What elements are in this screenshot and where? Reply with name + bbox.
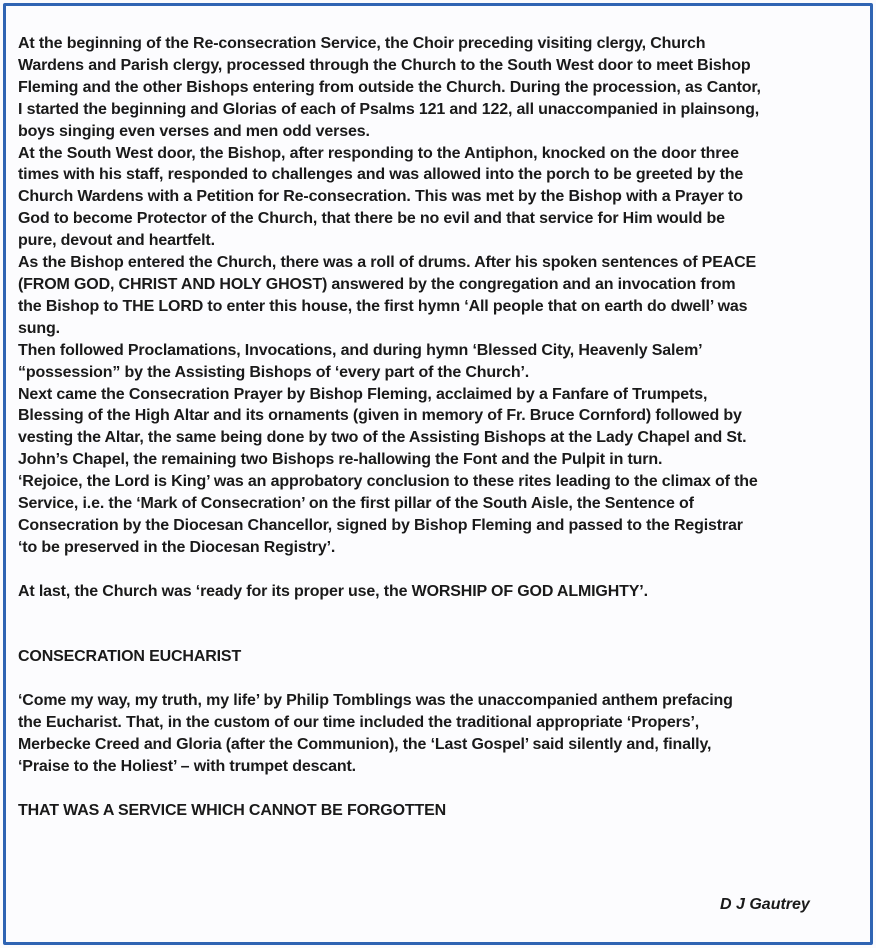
text-line: God to become Protector of the Church, that there be no evil and that service for Him would be [18,210,725,228]
blank-line [18,778,818,800]
text-line: (FROM GOD, CHRIST AND HOLY GHOST) answered by the congregation and an invocation from [18,275,736,293]
text-line: As the Bishop entered the Church, there was a roll of drums. After his spoken sentences of PEACE [18,254,757,272]
text-line: the Bishop to THE LORD to enter this house, the first hymn ‘All people that on earth do dwell’ was [18,297,748,315]
text-line: “possession” by the Assisting Bishops of ‘every part of the Church’. [18,363,530,381]
text-line: Church Wardens with a Petition for Re-consecration. This was met by the Bishop with a Prayer to [18,188,743,206]
text-line: Fleming and the other Bishops entering from outside the Church. During the procession, as Cantor, [18,78,761,96]
text-line: pure, devout and heartfelt. [18,232,215,250]
text-line: THAT WAS A SERVICE WHICH CANNOT BE FORGOTTEN [18,801,447,819]
text-line: ‘Come my way, my truth, my life’ by Philip Tomblings was the unaccompanied anthem prefacing [18,692,733,710]
text-line: At the South West door, the Bishop, after responding to the Antiphon, knocked on the door three [18,144,739,162]
text-line: times with his staff, responded to challenges and was allowed into the porch to be greeted by the [18,166,744,184]
text-line: At last, the Church was ‘ready for its proper use, the WORSHIP OF GOD ALMIGHTY’. [18,582,648,600]
text-line: Consecration by the Diocesan Chancellor, signed by Bishop Fleming and passed to the Registrar [18,516,743,534]
text-line: ‘Praise to the Holiest’ – with trumpet descant. [18,757,356,775]
text-line: sung. [18,319,60,337]
text-line: At the beginning of the Re-consecration Service, the Choir preceding visiting clergy, Church [18,35,706,52]
text-line: Wardens and Parish clergy, processed through the Church to the South West door to meet Bishop [18,56,751,74]
text-line: ‘to be preserved in the Diocesan Registry’. [18,538,336,556]
text-line: I started the beginning and Glorias of each of Psalms 121 and 122, all unaccompanied in plainsong, [18,100,760,118]
author-signature: D J Gautrey [720,896,810,913]
text-line: the Eucharist. That, in the custom of our time included the traditional appropriate ‘Propers’, [18,714,700,732]
text-line: vesting the Altar, the same being done by two of the Assisting Bishops at the Lady Chapel and St. [18,429,747,447]
text-line: boys singing even verses and men odd verses. [18,122,370,140]
document-body [18,33,818,822]
text-line: Merbecke Creed and Gloria (after the Communion), the ‘Last Gospel’ said silently and, finally, [18,735,712,753]
blank-line [18,668,818,690]
text-line: Then followed Proclamations, Invocations, and during hymn ‘Blessed City, Heavenly Salem’ [18,341,703,359]
blank-line [18,559,818,581]
text-line: Next came the Consecration Prayer by Bishop Fleming, acclaimed by a Fanfare of Trumpets, [18,385,708,403]
text-line: Blessing of the High Altar and its ornaments (given in memory of Fr. Bruce Cornford) followed by [18,407,742,425]
text-line: CONSECRATION EUCHARIST [18,648,242,666]
text-line: John’s Chapel, the remaining two Bishops re-hallowing the Font and the Pulpit in turn. [18,451,663,469]
blank-line [18,603,818,625]
blank-line [18,624,818,646]
text-line: Service, i.e. the ‘Mark of Consecration’ on the first pillar of the South Aisle, the Sentence of [18,495,694,513]
text-line: ‘Rejoice, the Lord is King’ was an approbatory conclusion to these rites leading to the climax of the [18,473,758,491]
